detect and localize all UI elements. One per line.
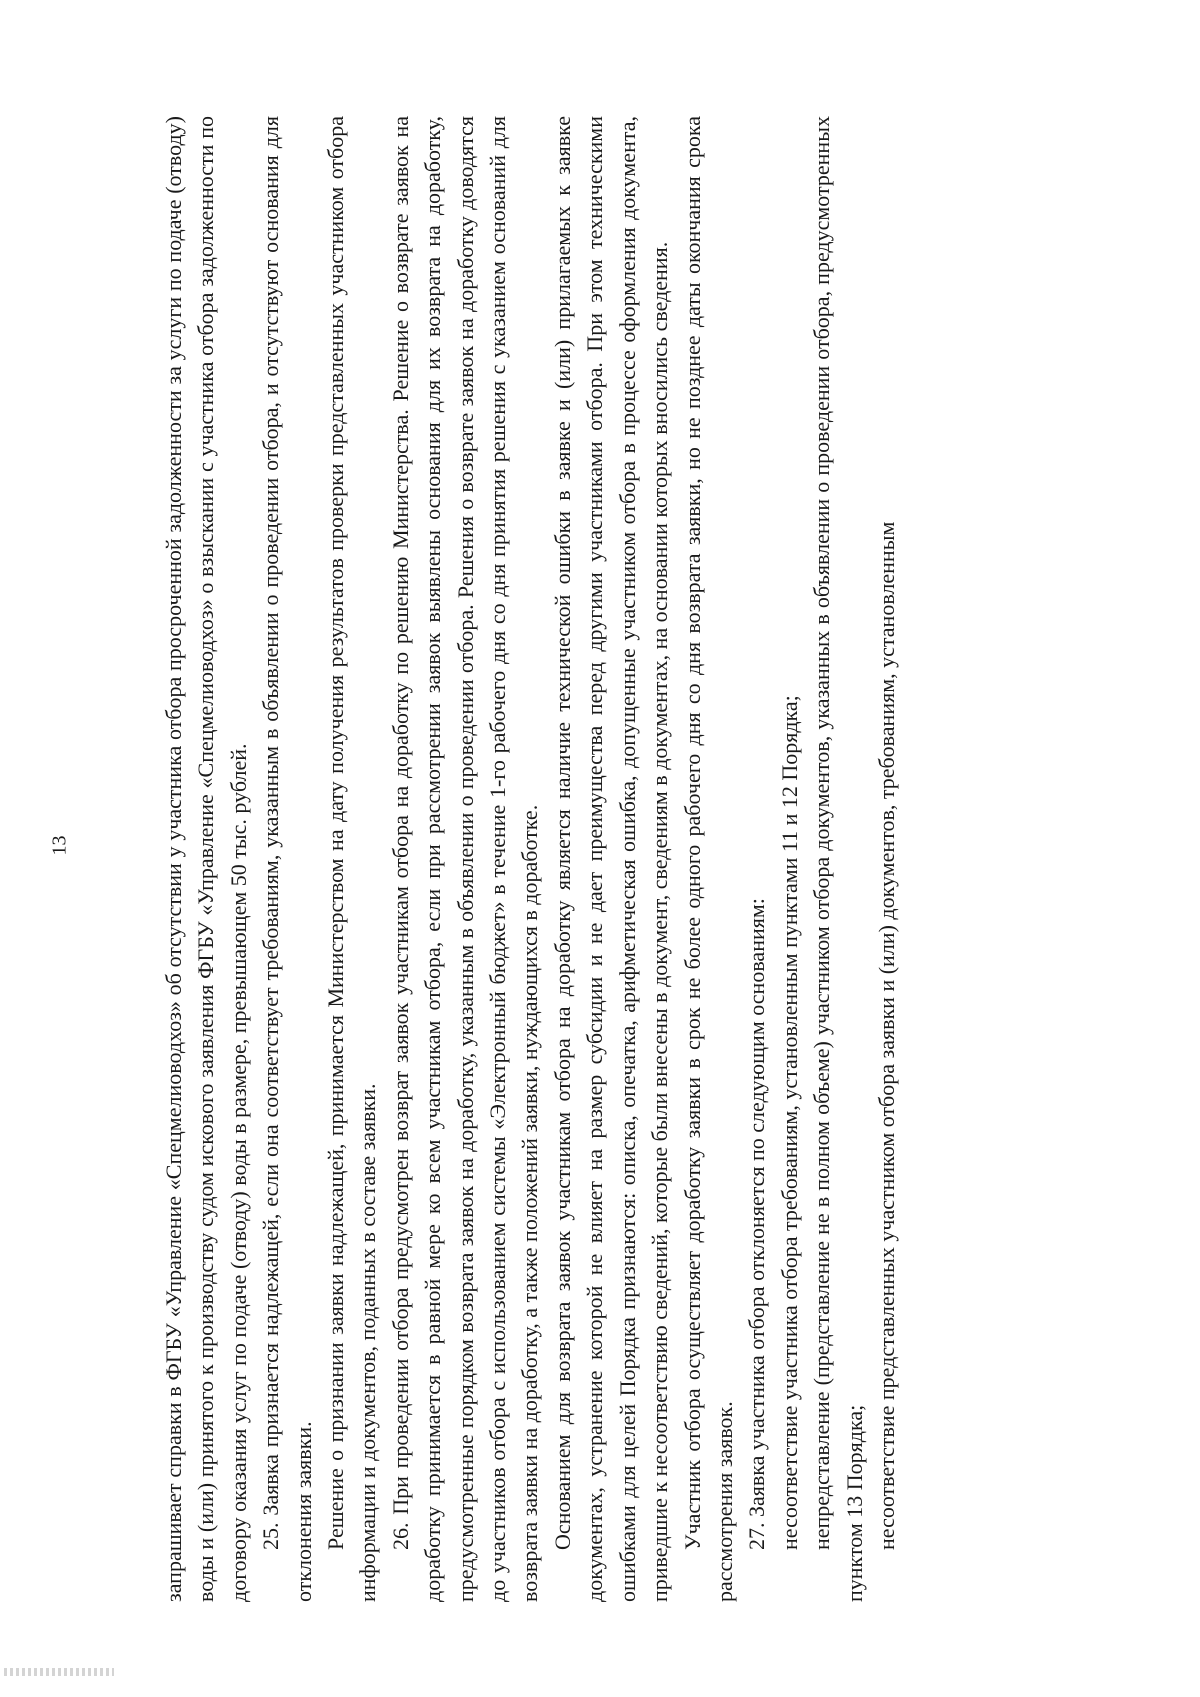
paragraph-decision: Решение о признании заявки надлежащей, принимается Министерством на дату получения результатов проверки представленных участником отбора информации и документов, поданных в составе заявки.	[323, 116, 381, 1602]
paragraph-revision-deadline: Участник отбора осуществляет доработку заявки в срок не более одного рабочего дня со дня возврата заявки, но не позднее даты окончания срока рассмотрения заявок.	[679, 116, 737, 1602]
page-number-text: 13	[48, 835, 71, 856]
scan-mark	[4, 1668, 114, 1676]
paragraph-item-26: 26. При проведении отбора предусмотрен возврат заявок участникам отбора на доработку по решению Министерства. Решение о возврате заявок на доработку принимается в равной мере ко всем участникам отбора, если при рассмотрении заявок выявлены основания для их возврата на доработку, предусмотренные порядком возврата заявок на доработку, указанным в объявлении о проведении отбора. Решения о возврате заявок на доработку доводятся до участников отбора с использованием системы «Электронный бюджет» в течение 1-го рабочего дня со дня принятия решения с указанием оснований для возврата заявки на доработку, а также положений заявки, нуждающихся в доработке.	[387, 116, 543, 1602]
paragraph-continuation: запрашивает справки в ФГБУ «Управление «Спецмелиоводхоз» об отсутствии у участника отбора просроченной задолженности за услуги по подаче (отводу) воды и (или) принятого к производству судом искового заявления ФГБУ «Управление «Спецмелиоводхоз» о взыскании с участника отбора задолженности по договору оказания услуг по подаче (отводу) воды в размере, превышающем 50 тыс. рублей.	[161, 116, 251, 1602]
document-body	[158, 116, 1048, 1602]
paragraph-rejection-ground-2: непредставление (представление не в полном объеме) участником отбора документов, указанных в объявлении о проведении отбора, предусмотренных пунктом 13 Порядка;	[809, 116, 867, 1602]
paragraph-item-25: 25. Заявка признается надлежащей, если она соответствует требованиям, указанным в объявлении о проведении отбора, и отсутствуют основания для отклонения заявки.	[258, 116, 316, 1602]
paragraph-rejection-ground-3: несоответствие представленных участником отбора заявки и (или) документов, требованиям, установленным	[873, 521, 899, 1550]
paragraph-rejection-ground-1: несоответствие участника отбора требованиям, установленным пунктами 11 и 12 Порядка;	[776, 695, 802, 1550]
paragraph-return-grounds: Основанием для возврата заявок участникам отбора на доработку является наличие технической ошибки в заявке и (или) прилагаемых к заявке документах, устранение которой не влияет на размер субсидии и не дает преимущества перед другими участниками отбора. При этом техническими ошибками для целей Порядка признаются: описка, опечатка, арифметическая ошибка, допущенные участником отбора в процессе оформления документа, приведшие к несоответствию сведений, которые были внесены в документ, сведениям в документах, на основании которых вносились сведения.	[549, 116, 673, 1602]
paragraph-item-27: 27. Заявка участника отбора отклоняется по следующим основаниям:	[744, 898, 770, 1550]
